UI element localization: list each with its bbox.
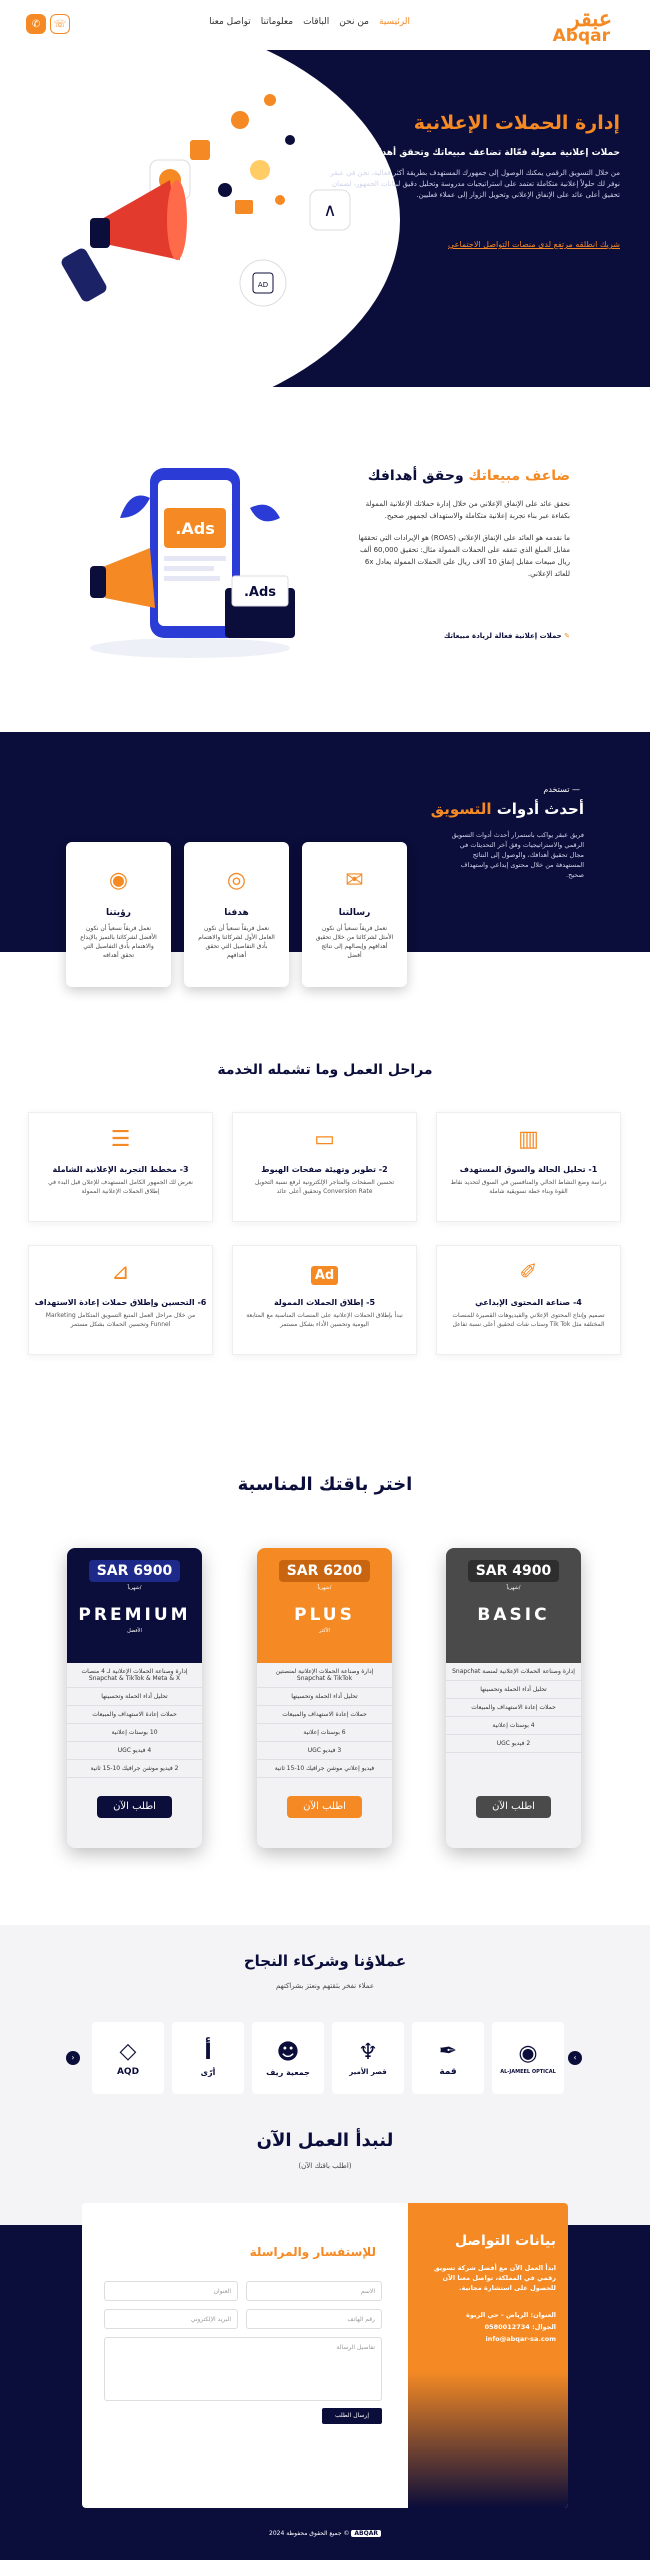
step-1-title: 1- تحليل الحالة والسوق المستهدف — [459, 1165, 598, 1174]
contact-address: العنوان: الرياض - حي الربوة — [466, 2311, 556, 2319]
form-title: للإستفسار والمراسلة — [249, 2245, 376, 2259]
plan-plus-order-button[interactable]: اطلب الآن — [287, 1796, 362, 1818]
plan-premium-feature: إدارة وصناعة الحملات الإعلانية لـ 4 منصات Snapchat & TikTok & Meta & X — [67, 1663, 202, 1688]
tools-title-highlight: التسويق — [430, 800, 492, 818]
plan-plus-period: /شهرياً — [317, 1585, 332, 1591]
monitor-icon: ▭ — [314, 1127, 335, 1152]
hero-paragraph: من خلال التسويق الرقمي يمكنك الوصول إلى جمهورك المستهدف بطريقة أكثر فعالية، نحن في عبقر نوفر لك حلولاً إعلانية متكاملة تعتمد على استراتيجيات مدروسة وتحليل دقيق لبيانات الجمهور، لضمان تحقيق أعلى عائد على الإنفاق الإعلاني وتحويل الزوار إلى عملاء فعليين. — [330, 169, 620, 199]
name-input[interactable]: الاسم — [246, 2281, 382, 2301]
plan-basic-order-button[interactable]: اطلب الآن — [476, 1796, 551, 1818]
nav-info[interactable]: معلوماتنا — [260, 17, 294, 27]
step-6-desc: من خلال مراحل العمل المتبع التسويق المتكامل Marketing Funnel وتحسين الحملات بشكل مستمر — [45, 1312, 196, 1328]
pricing-title: اختر باقتك المناسبة — [237, 1474, 413, 1495]
address-input[interactable]: العنوان — [104, 2281, 238, 2301]
pen-tool-icon: ✐ — [519, 1260, 538, 1285]
step-2-title: 2- تطوير وتهيئة صفحات الهبوط — [261, 1165, 388, 1174]
plan-basic-feature: تحليل أداء الحملة وتحسينها — [446, 1681, 581, 1699]
card-mission-title: رسالتنا — [338, 908, 371, 918]
logo-arabic[interactable]: عبقر — [568, 6, 612, 32]
section2-title-rest: وحقق أهدافك — [367, 468, 469, 484]
site-header — [0, 0, 650, 50]
step-3 — [28, 1112, 213, 1222]
partners-subtitle: عملاء نفخر بثقتهم ونعتز بشراكتهم — [275, 1982, 375, 1990]
plan-basic-feature: حملات إعادة الاستهداف والمبيعات — [446, 1699, 581, 1717]
nav-home[interactable]: الرئيسية — [379, 17, 410, 27]
step-5 — [232, 1245, 417, 1355]
sliders-icon: ☰ — [110, 1127, 131, 1152]
message-textarea[interactable]: تفاصيل الرسالة — [104, 2337, 382, 2401]
step-3-title: 3- مخطط التجربة الإعلانية الشاملة — [52, 1165, 189, 1174]
contact-info-title: بيانات التواصل — [454, 2233, 556, 2249]
plan-premium-feature: 2 فيديو موشن جرافيك 10-15 ثانية — [67, 1760, 202, 1778]
step-6 — [28, 1245, 213, 1355]
submit-button[interactable]: إرسال الطلب — [322, 2408, 382, 2424]
hero-section — [0, 50, 650, 387]
megaphone-illustration — [40, 70, 360, 330]
plan-plus-header — [257, 1548, 392, 1663]
email-input[interactable]: البريد الإلكتروني — [104, 2309, 238, 2329]
plan-premium-feature: حملات إعادة الاستهداف والمبيعات — [67, 1706, 202, 1724]
partner-logo: ☻ جمعية ريف — [252, 2022, 324, 2094]
carousel-next-arrow[interactable]: › — [568, 2051, 582, 2065]
plan-plus-feature: فيديو إعلاني موشن جرافيك 10-15 ثانية — [257, 1760, 392, 1778]
section2-title — [368, 468, 570, 484]
step-1-desc: دراسة وضع النشاط الحالي والمنافسين في السوق لتحديد نقاط القوة وبناء خطة تسويقية شاملة — [450, 1179, 607, 1195]
envelope-icon: ✉ — [345, 868, 364, 893]
plan-premium — [67, 1548, 202, 1848]
ad-badge-icon: Ad — [310, 1260, 340, 1290]
section2-link-label: حملات إعلانية فعالة لزيادة مبيعاتك — [443, 632, 562, 640]
step-4-title: 4- صناعة المحتوى الإبداعي — [475, 1298, 582, 1307]
tools-kicker: — تستخدم — [543, 785, 580, 794]
carousel-prev-arrow[interactable]: ‹ — [66, 2051, 80, 2065]
tools-title-start: أحدث أدوات — [491, 800, 584, 818]
plan-basic-name: BASIC — [477, 1605, 550, 1625]
plan-basic-header — [446, 1548, 581, 1663]
tools-paragraph: فريق عبقر يواكب باستمرار أحدث أدوات التسويق الرقمي والاستراتيجيات وفق آخر التحديثات في مجال تحقيق أهدافك، والوصول إلى النتائج المستهدفة من خلال محتوى إبداعي واستهداف صحيح. — [451, 831, 584, 879]
plan-plus-feature: حملات إعادة الاستهداف والمبيعات — [257, 1706, 392, 1724]
phone-ads-illustration — [80, 448, 310, 668]
step-2-desc: تحسين الصفحات والمتاجر الإلكترونية لرفع نسبة التحويل Conversion Rate وتحقيق أعلى عائد — [254, 1179, 394, 1195]
svg-text:Ads.: Ads. — [243, 585, 277, 600]
svg-text:∧: ∧ — [323, 200, 337, 221]
card-vision-desc: نعمل فريقاً نسعياً أن نكون الأفضل لشركائنا بالتميز بالإبداع والاهتمام بأدق التفاصيل التي تحقق أهدافه — [80, 925, 157, 959]
partner-logo: ◉ AL-JAMEEL OPTICAL — [492, 2022, 564, 2094]
section2-paragraphs — [350, 498, 570, 580]
partner-logo: ♆ قصر الأمير — [332, 2022, 404, 2094]
plan-plus-feature: 6 بوستات إعلانية — [257, 1724, 392, 1742]
partner-logo: ✒ قمة — [412, 2022, 484, 2094]
card-mission-desc: نعمل فريقاً نسعياً أن نكون الأمثل لشركائنا من خلال تحقيق أهدافهم وإيصالهم إلى نتائج أفضل — [315, 925, 394, 959]
phone-icon[interactable]: ☏ — [50, 14, 70, 34]
plan-premium-feature: تحليل أداء الحملة وتحسينها — [67, 1688, 202, 1706]
partner-logo: ﺃ أرّى — [172, 2022, 244, 2094]
step-5-desc: نبدأ بإطلاق الحملات الإعلانية على المنصات المناسبة مع المتابعة اليومية وتحسين الأداء بشكل مستمر — [246, 1312, 403, 1328]
contact-info-panel — [408, 2203, 568, 2508]
step-4 — [436, 1245, 621, 1355]
hero-subtitle: حملات إعلانية ممولة فعّالة تضاعف مبيعاتك وتحقق أهدافك الآن! — [339, 148, 620, 158]
step-1 — [436, 1112, 621, 1222]
plan-basic-period: /شهرياً — [506, 1585, 521, 1591]
plan-basic-feature: 2 فيديو UGC — [446, 1735, 581, 1753]
workflow-title: مراحل العمل وما تشمله الخدمة — [217, 1062, 433, 1078]
card-mission — [302, 842, 407, 987]
presentation-chart-icon: ⊿ — [111, 1260, 130, 1285]
plan-premium-price: 6900 SAR — [89, 1560, 181, 1582]
plan-plus — [257, 1548, 392, 1848]
plan-premium-tag: الأفضل — [127, 1628, 142, 1634]
plan-premium-period: /شهرياً — [127, 1585, 142, 1591]
tools-kicker-label: تستخدم — [543, 785, 570, 794]
people-logo-icon: ☻ — [276, 2039, 300, 2065]
main-nav — [209, 17, 410, 27]
start-title: لنبدأ العمل الآن — [256, 2130, 394, 2151]
plan-premium-feature: 4 فيديو UGC — [67, 1742, 202, 1760]
partner-logo: ◇ AQD — [92, 2022, 164, 2094]
section2-link[interactable] — [444, 632, 570, 640]
bar-chart-icon: ▥ — [518, 1127, 539, 1152]
section2-title-highlight: ضاعف مبيعاتك — [468, 468, 570, 484]
whatsapp-icon[interactable]: ✆ — [26, 14, 46, 34]
target-icon: ◎ — [226, 868, 247, 893]
plan-plus-tag: الأكثر — [319, 1628, 330, 1634]
section2-paragraph-2: ما نقدمه هو العائد على الإنفاق الإعلاني (ROAS) هو الإيرادات التي تحققها مقابل المبلغ الذي تنفقه على الحملات الممولة مثال: تحقيق 60,000 ألف ريال مبيعات مقابل إنفاق 10 آلاف ريال على الحملات الممولة يعادل 6x للعائد الإعلاني. — [358, 534, 570, 578]
hero-link[interactable]: شريك انطلقه مرتفع لدى منصات التواصل الاجتماعي — [447, 240, 620, 249]
svg-text:AD: AD — [257, 281, 269, 289]
card-goal-title: هدفنا — [224, 908, 249, 918]
card-vision-title: رؤيتنا — [106, 908, 131, 918]
eye-logo-icon: ◉ — [518, 2041, 538, 2066]
section2-paragraph-1: نحقق عائد على الإنفاق الإعلاني من خلال إدارة حملاتك الإعلانية الممولة بكفاءة عبر بناء تجربة إعلانية متكاملة والاستهداف لجمهور صحيح. — [365, 500, 570, 520]
footer-brand[interactable]: ABQAR — [351, 2530, 381, 2537]
card-goal — [184, 842, 289, 987]
logo-english[interactable]: Abqar — [552, 26, 610, 46]
card-vision — [66, 842, 171, 987]
nav-about[interactable]: من نحن — [339, 17, 369, 27]
calligraphy-logo-icon: ✒ — [438, 2039, 458, 2064]
plan-premium-feature: 10 بوستات إعلانية — [67, 1724, 202, 1742]
arabic-mark-logo-icon: ﺃ — [204, 2039, 212, 2065]
start-subtitle: (اطلب باقتك الآن) — [298, 2162, 352, 2170]
step-2 — [232, 1112, 417, 1222]
eye-icon: ◉ — [108, 868, 129, 893]
plan-premium-header — [67, 1548, 202, 1663]
card-goal-desc: نعمل فريقاً نسعياً أن نكون العامل الأول لشركائنا والاهتمام بأدق التفاصيل التي تحقق أهدافهم — [198, 925, 275, 959]
nav-packages[interactable]: الباقات — [303, 17, 330, 27]
plan-plus-feature: تحليل أداء الحملة وتحسينها — [257, 1688, 392, 1706]
step-6-title: 6- التحسين وإطلاق حملات إعادة الاستهداف — [34, 1298, 207, 1307]
contact-info-desc: ابدأ العمل الآن مع أفضل شركة تسويق رقمي في المملكة، تواصل معنا الآن للحصول على استشارة مجانية. — [433, 2264, 556, 2292]
step-5-title: 5- إطلاق الحملات الممولة — [273, 1298, 376, 1307]
plan-basic-feature: 4 بوستات إعلانية — [446, 1717, 581, 1735]
step-3-desc: نعرض لك الجمهور الكامل المستهدف للإعلان قبل البدء في إطلاق الحملات الإعلانية الممولة — [48, 1179, 193, 1195]
plan-premium-order-button[interactable]: اطلب الآن — [97, 1796, 172, 1818]
footer-copyright: © جميع الحقوق محفوظة 2024 — [269, 2530, 350, 2537]
contact-card — [82, 2203, 568, 2508]
plan-premium-name: PREMIUM — [78, 1605, 191, 1625]
megaphone-icon: ✎ — [561, 632, 570, 640]
step-4-desc: تصميم وإنتاج المحتوى الإعلاني والفيديوهات القصيرة للمنصات المختلفة مثل Tik Tok وسناب شات لتحقيق أعلى نسبة تفاعل — [452, 1312, 605, 1328]
contact-email[interactable]: info@abqar-sa.com — [485, 2335, 556, 2343]
plan-plus-price: 6200 SAR — [279, 1560, 371, 1582]
palm-logo-icon: ♆ — [358, 2040, 378, 2065]
diamond-logo-icon: ◇ — [119, 2039, 137, 2064]
plan-basic — [446, 1548, 581, 1848]
contact-phone[interactable]: الجوال: 0580012734 — [484, 2323, 556, 2331]
plan-plus-feature: 3 فيديو UGC — [257, 1742, 392, 1760]
nav-contact[interactable]: تواصل معنا — [209, 17, 251, 27]
hero-title: إدارة الحملات الإعلانية — [413, 112, 620, 134]
footer — [0, 2530, 650, 2537]
plan-plus-name: PLUS — [294, 1605, 355, 1625]
plan-basic-price: 4900 SAR — [468, 1560, 560, 1582]
plan-plus-feature: إدارة وصناعة الحملات الإعلانية لمنصتين Snapchat & TikTok — [257, 1663, 392, 1688]
phone-input[interactable]: رقم الهاتف — [246, 2309, 382, 2329]
plan-basic-feature: إدارة وصناعة الحملات الإعلانية لمنصة Snapchat — [446, 1663, 581, 1681]
svg-text:Ads.: Ads. — [175, 519, 215, 538]
partners-title: عملاؤنا وشركاء النجاح — [243, 1952, 407, 1970]
tools-title — [431, 800, 584, 818]
